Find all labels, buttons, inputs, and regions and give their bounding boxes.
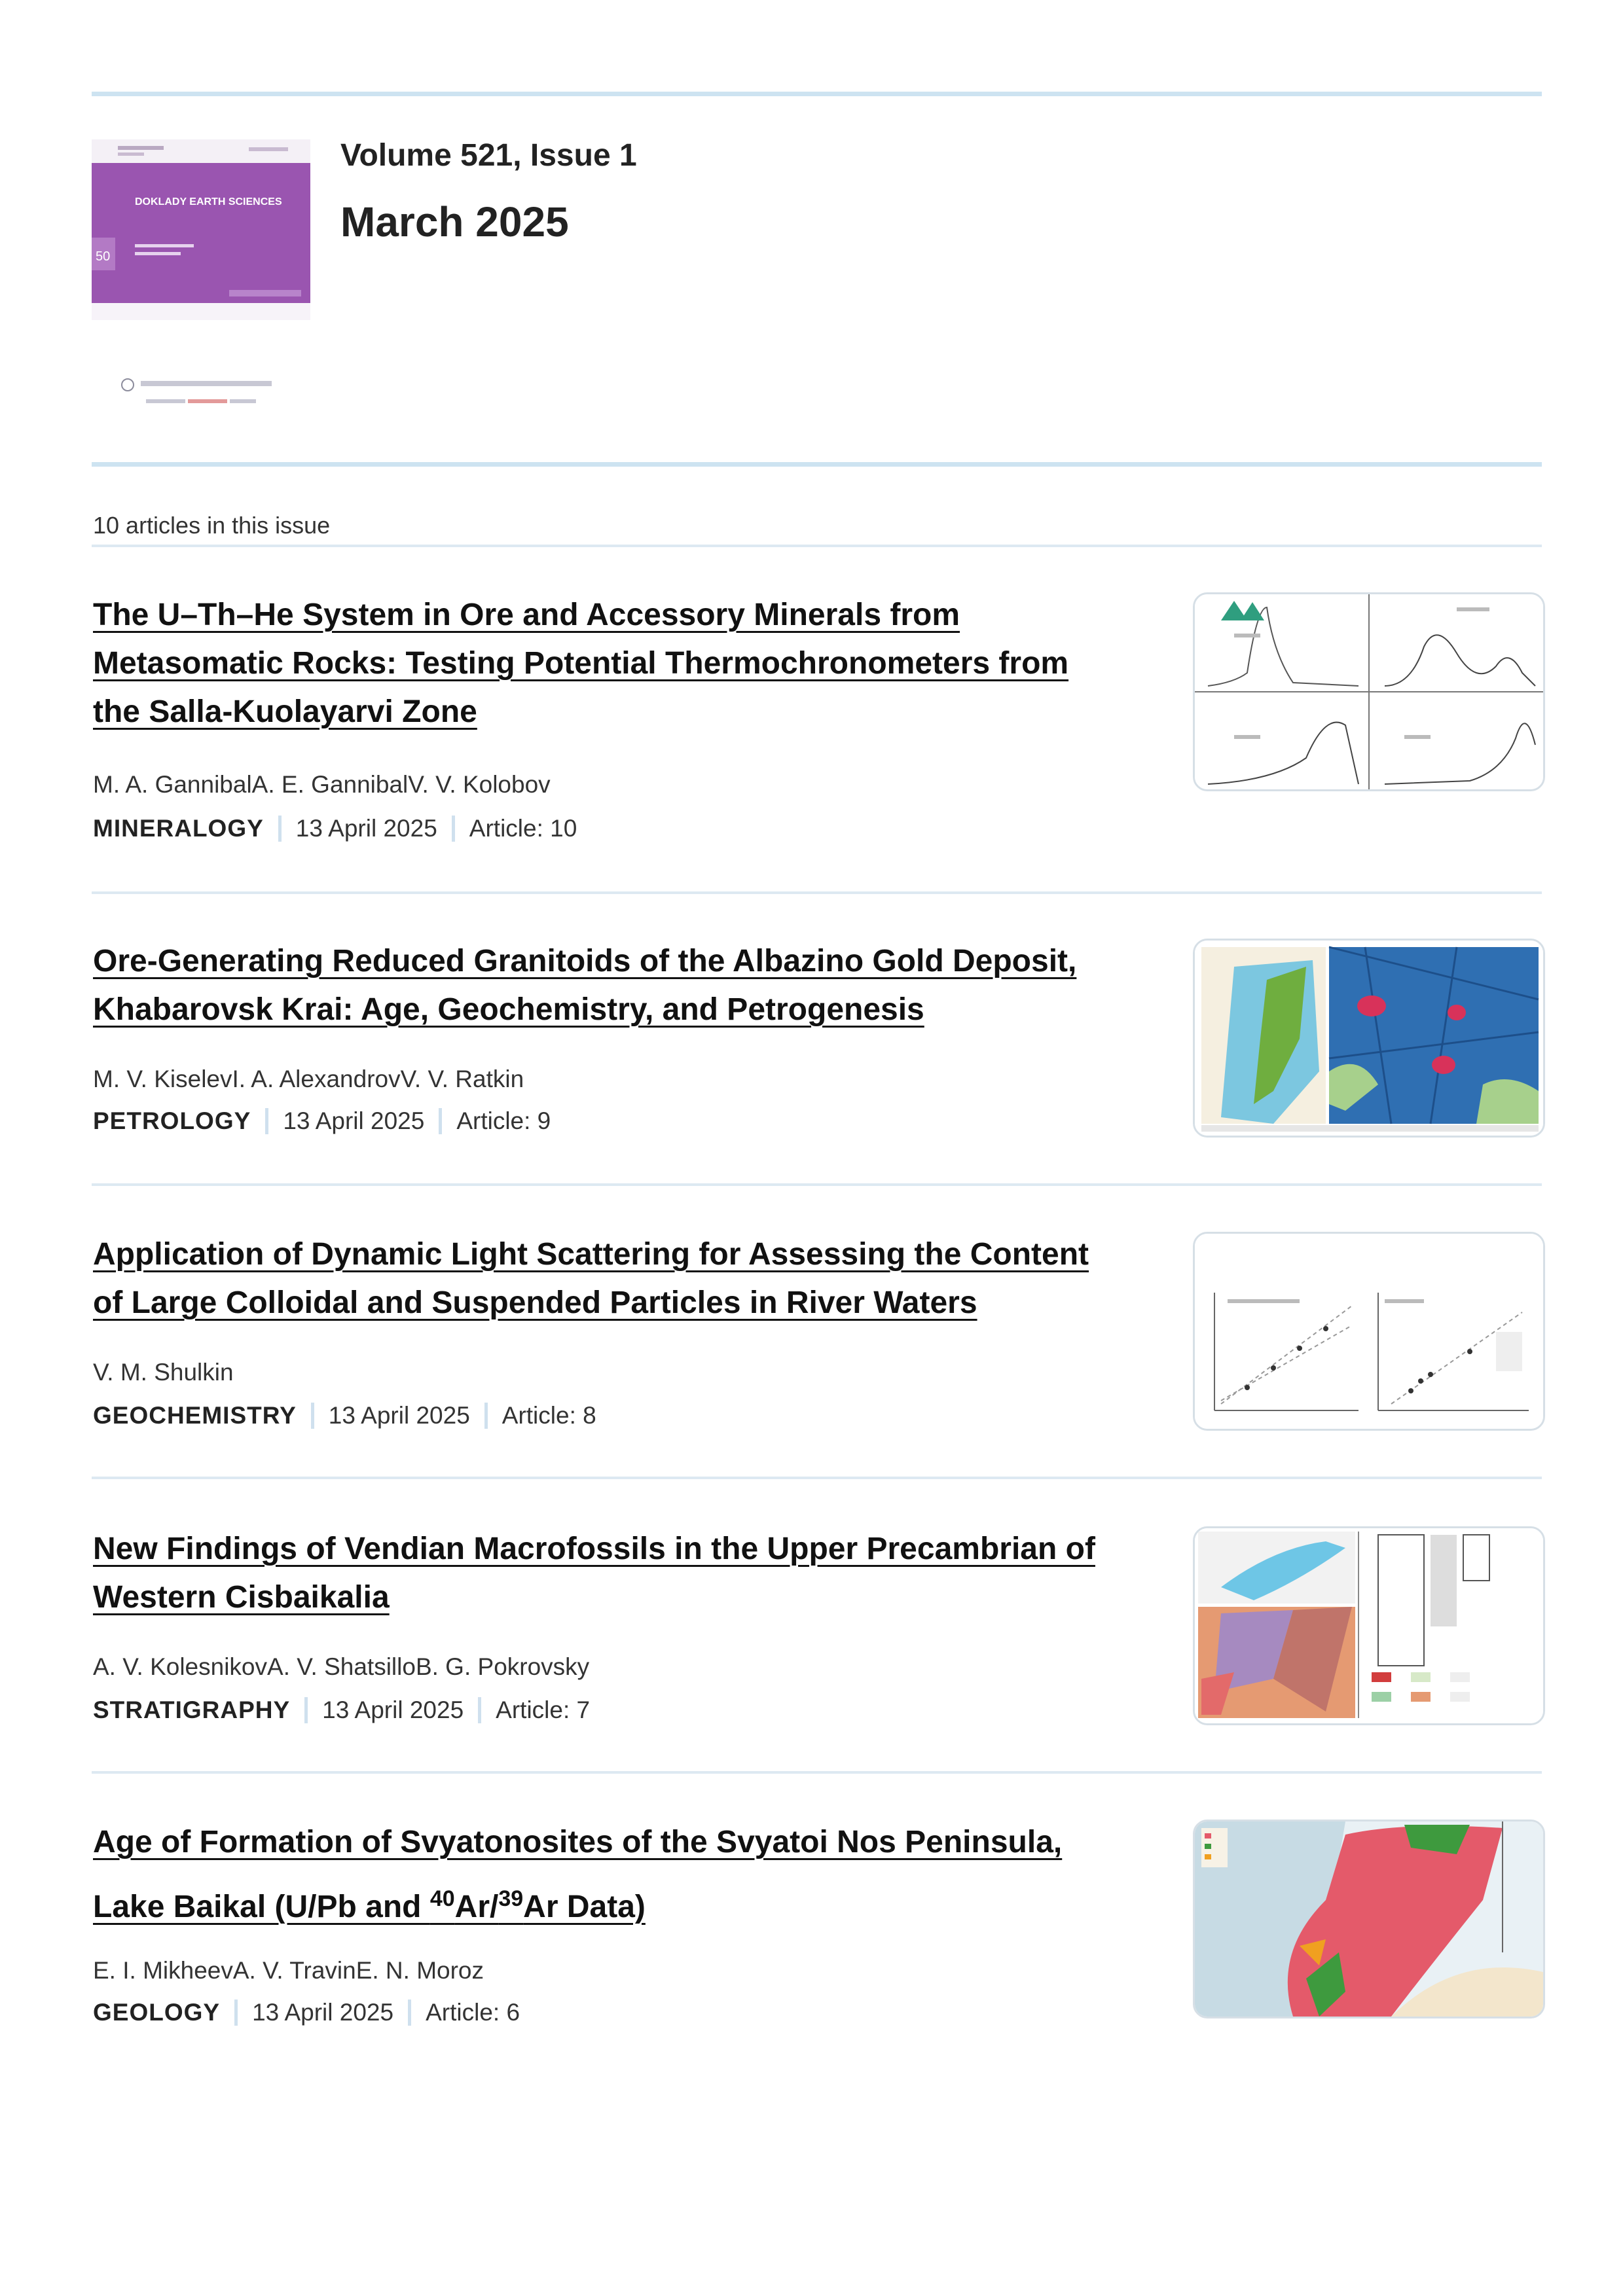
meta-separator — [265, 1108, 268, 1134]
article-title — [93, 1525, 1140, 1622]
meta-separator — [439, 1108, 442, 1134]
articles-count: 10 articles in this issue — [93, 512, 331, 539]
publish-date: 13 April 2025 — [283, 1107, 425, 1134]
subject-badge[interactable]: MINERALOGY — [93, 815, 264, 842]
meta-separator — [278, 816, 282, 842]
title-line: New Findings of Vendian Macrofossils in the Upper Precambrian of — [93, 1532, 1095, 1566]
subject-badge[interactable]: PETROLOGY — [93, 1107, 251, 1134]
meta-separator — [304, 1697, 308, 1723]
subject-badge[interactable]: GEOCHEMISTRY — [93, 1402, 297, 1429]
article-title-link[interactable] — [93, 598, 1068, 729]
article-authors: A. V. KolesnikovA. V. ShatsilloB. G. Pokrovsky — [93, 1653, 590, 1680]
article-divider — [92, 1183, 1542, 1186]
article-number: Article: 7 — [496, 1696, 591, 1723]
meta-separator — [234, 2000, 238, 2026]
article-thumbnail[interactable] — [1193, 1526, 1545, 1725]
title-line-part: Lake Baikal (U/Pb and — [93, 1890, 430, 1924]
title-line: the Salla-Kuolayarvi Zone — [93, 694, 477, 729]
article-authors: M. A. GannibalA. E. GannibalV. V. Kolobov — [93, 771, 551, 798]
article-thumbnail[interactable] — [1193, 939, 1545, 1138]
publish-date: 13 April 2025 — [328, 1402, 470, 1429]
list-top-divider — [92, 545, 1542, 547]
meta-separator — [484, 1403, 488, 1429]
article-title — [93, 591, 1140, 736]
article-title — [93, 937, 1140, 1034]
isotope-superscript: 39 — [498, 1886, 524, 1911]
article-authors: V. M. Shulkin — [93, 1359, 234, 1386]
title-line: The U–Th–He System in Ore and Accessory Minerals from — [93, 598, 960, 632]
article-title-link[interactable] — [93, 1237, 1089, 1320]
subject-badge[interactable]: GEOLOGY — [93, 1999, 221, 2026]
article-meta — [93, 1107, 551, 1135]
cover-title-text: DOKLADY EARTH SCIENCES — [135, 196, 282, 207]
title-line: Application of Dynamic Light Scattering for Assessing the Content — [93, 1237, 1089, 1272]
article-divider — [92, 891, 1542, 894]
subject-badge[interactable]: STRATIGRAPHY — [93, 1696, 291, 1723]
journal-cover-image[interactable] — [92, 139, 310, 320]
article-number: Article: 8 — [501, 1402, 596, 1429]
title-line: Khabarovsk Krai: Age, Geochemistry, and Petrogenesis — [93, 992, 924, 1027]
publisher-logo — [120, 373, 283, 412]
article-number: Article: 9 — [456, 1107, 551, 1134]
top-divider — [92, 92, 1542, 96]
publish-date: 13 April 2025 — [252, 1999, 394, 2026]
publish-date: 13 April 2025 — [322, 1696, 464, 1723]
article-title-link[interactable] — [93, 1532, 1095, 1615]
article-number: Article: 10 — [469, 815, 577, 842]
meta-separator — [478, 1697, 481, 1723]
meta-separator — [408, 2000, 411, 2026]
title-line-part: Ar Data) — [523, 1890, 646, 1924]
title-line-part: Ar/ — [454, 1890, 499, 1924]
title-line: Ore-Generating Reduced Granitoids of the Albazino Gold Deposit, — [93, 944, 1077, 978]
meta-separator — [311, 1403, 314, 1429]
article-title — [93, 1230, 1140, 1327]
svg-text:50: 50 — [96, 249, 111, 264]
meta-separator — [452, 816, 455, 842]
article-divider — [92, 1477, 1542, 1479]
article-divider — [92, 1771, 1542, 1774]
title-line: Metasomatic Rocks: Testing Potential Thermochronometers from — [93, 646, 1069, 681]
title-line: Age of Formation of Svyatonosites of the Svyatoi Nos Peninsula, — [93, 1825, 1063, 1859]
title-line: Western Cisbaikalia — [93, 1580, 390, 1615]
article-authors: E. I. MikheevA. V. TravinE. N. Moroz — [93, 1957, 484, 1984]
article-meta — [93, 1696, 590, 1724]
article-meta — [93, 1999, 520, 2026]
article-meta — [93, 1402, 596, 1429]
article-thumbnail[interactable] — [1193, 592, 1545, 791]
article-thumbnail[interactable] — [1193, 1232, 1545, 1431]
volume-issue-label: Volume 521, Issue 1 — [340, 138, 637, 173]
publish-date: 13 April 2025 — [295, 815, 437, 842]
title-line: of Large Colloidal and Suspended Particles in River Waters — [93, 1285, 977, 1320]
article-number: Article: 6 — [426, 1999, 520, 2026]
article-authors: M. V. KiselevI. A. AlexandrovV. V. Ratkin — [93, 1066, 524, 1092]
header-divider — [92, 462, 1542, 467]
issue-date: March 2025 — [340, 198, 569, 245]
article-thumbnail[interactable] — [1193, 1820, 1545, 2018]
article-meta — [93, 815, 577, 842]
article-title-link[interactable] — [93, 944, 1076, 1027]
isotope-superscript: 40 — [429, 1886, 455, 1911]
article-title — [93, 1814, 1140, 1935]
article-title-link[interactable] — [93, 1825, 1062, 1924]
